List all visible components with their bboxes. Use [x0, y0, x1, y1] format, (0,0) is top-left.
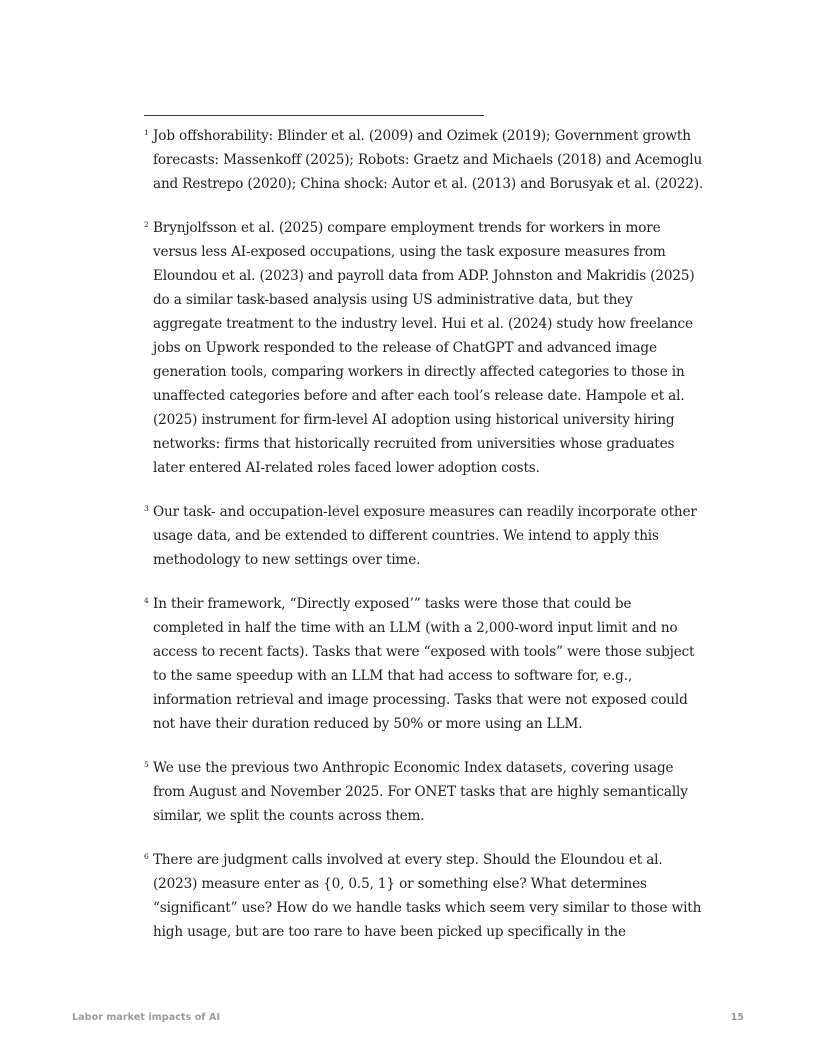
footnotes-section — [144, 124, 704, 964]
footnote-text: There are judgment calls involved at every step. Should the Eloundou et al. (2023) measure enter as {0, 0.5, 1} or something else? What determines “significant” use? How do we handle tasks which seem very similar to those with high usage, but are too rare to have been picked up specifically in the — [153, 852, 702, 940]
footnote-number: 1 — [144, 128, 149, 137]
footer-document-title: Labor market impacts of AI — [72, 1012, 221, 1023]
footnote-2 — [144, 216, 704, 480]
footer-page-number: 15 — [730, 1012, 744, 1023]
footnote-text: Job offshorability: Blinder et al. (2009) and Ozimek (2019); Government growth forecasts: Massenkoff (2025); Robots: Graetz and Michaels (2018) and Acemoglu and Restrepo (2020); China shock: Autor et al. (2013) and Borusyak et al. (2022). — [153, 128, 704, 192]
footnote-1 — [144, 124, 704, 196]
footnote-text: In their framework, “Directly exposed’” tasks were those that could be completed in half the time with an LLM (with a 2,000-word input limit and no access to recent facts). Tasks that were “exposed with tools” were those subject to the same speedup with an LLM that had access to software for, e.g., information retrieval and image processing. Tasks that were not exposed could not have their duration reduced by 50% or more using an LLM. — [153, 596, 695, 732]
footnote-number: 6 — [144, 852, 149, 861]
footnote-number: 3 — [144, 504, 149, 513]
footnote-5 — [144, 756, 704, 828]
footnote-text: Brynjolfsson et al. (2025) compare employment trends for workers in more versus less AI-exposed occupations, using the task exposure measures from Eloundou et al. (2023) and payroll data from ADP. Johnston and Makridis (2025) do a similar task-based analysis using US administrative data, but they aggregate treatment to the industry level. Hui et al. (2024) study how freelance jobs on Upwork responded to the release of ChatGPT and advanced image generation tools, comparing workers in directly affected categories to those in unaffected categories before and after each tool’s release date. Hampole et al. (2025) instrument for firm-level AI adoption using historical university hiring networks: firms that historically recruited from universities whose graduates later entered AI-related roles faced lower adoption costs. — [153, 220, 695, 476]
footnote-text: We use the previous two Anthropic Economic Index datasets, covering usage from August and November 2025. For ONET tasks that are highly semantically similar, we split the counts across them. — [153, 760, 688, 824]
footnote-text: Our task- and occupation-level exposure measures can readily incorporate other usage data, and be extended to different countries. We intend to apply this methodology to new settings over time. — [153, 504, 697, 568]
footnote-number: 4 — [144, 596, 149, 605]
footnote-number: 5 — [144, 760, 149, 769]
footnote-separator-rule — [144, 115, 484, 116]
footnote-4 — [144, 592, 704, 736]
footnote-3 — [144, 500, 704, 572]
footnote-6 — [144, 848, 704, 944]
footnote-number: 2 — [144, 220, 149, 229]
